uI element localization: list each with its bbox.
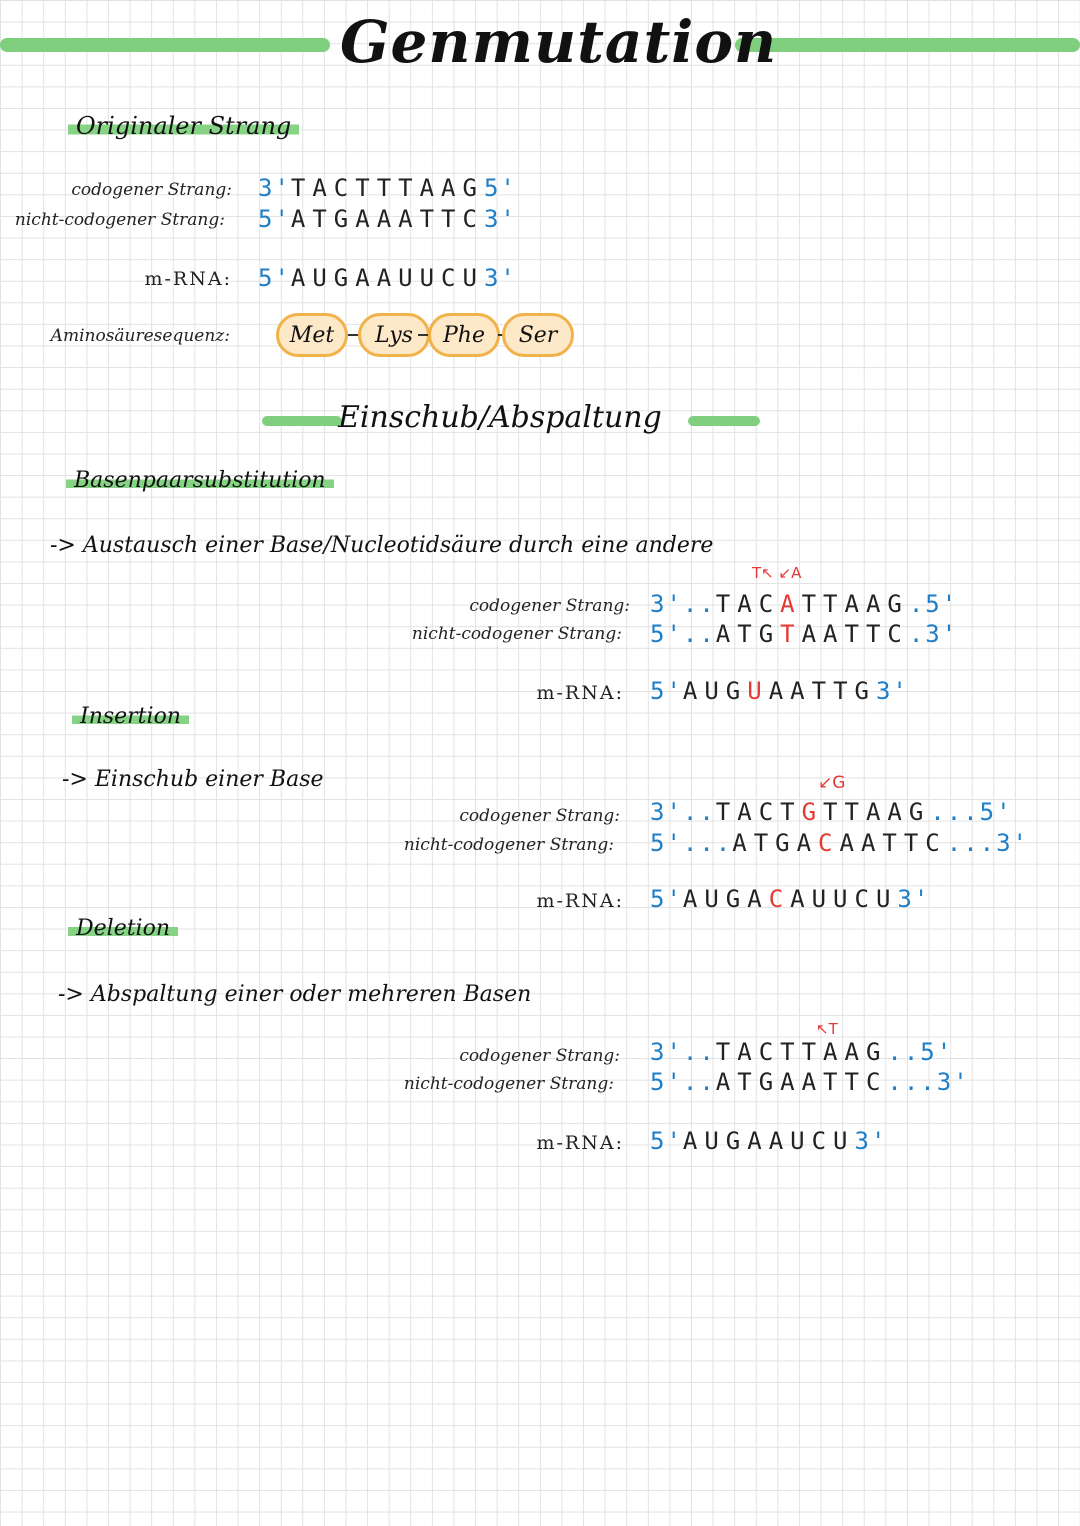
deletion-codogen-seq: 3'..TACTTAAG..5' — [650, 1038, 954, 1066]
deletion-marks: ↖T — [816, 1020, 838, 1038]
codogen-label: codogener Strang: — [459, 1046, 620, 1066]
codogen-label: codogener Strang: — [469, 596, 630, 616]
noncodogen-label: nicht-codogener Strang: — [403, 1074, 614, 1094]
amino-acid-phe: Phe — [428, 313, 500, 357]
deletion-heading: Deletion — [68, 916, 178, 941]
subheading-bar-left — [262, 416, 342, 426]
original-mrna-seq: 5'AUGAAUUCU3' — [258, 264, 517, 292]
mrna-label: m-RNA: — [536, 890, 624, 912]
mrna-label: m-RNA: — [536, 1132, 624, 1154]
noncodogen-label: nicht-codogener Strang: — [14, 210, 225, 230]
codogen-label: codogener Strang: — [71, 180, 232, 200]
deletion-description: -> Abspaltung einer oder mehreren Basen — [58, 982, 532, 1007]
title-bar-left — [0, 38, 330, 52]
noncodogen-label: nicht-codogener Strang: — [403, 835, 614, 855]
substitution-heading: Basenpaarsubstitution — [66, 468, 334, 493]
insertion-codogen-seq: 3'..TACTGTTAAG...5' — [650, 798, 1013, 826]
substitution-marks: T↖ ↙A — [752, 564, 802, 582]
substitution-codogen-seq: 3'..TACATTAAG.5' — [650, 590, 959, 618]
substitution-description: -> Austausch einer Base/Nucleotidsäure durch eine andere — [50, 533, 714, 558]
original-noncodogen-seq: 5'ATGAAATTC3' — [258, 205, 517, 233]
substitution-noncodogen-seq: 5'..ATGTAATTC.3' — [650, 620, 959, 648]
amino-acid-lys: Lys — [358, 313, 430, 357]
mrna-label: m-RNA: — [144, 268, 232, 290]
insertion-mrna-seq: 5'AUGACAUUCU3' — [650, 885, 931, 913]
page-title: Genmutation — [340, 8, 778, 76]
subheading-bar-right — [688, 416, 760, 426]
insertion-heading: Insertion — [72, 704, 189, 729]
amino-acid-met: Met — [276, 313, 348, 357]
deletion-mrna-seq: 5'AUGAAUCU3' — [650, 1127, 888, 1155]
codogen-label: codogener Strang: — [459, 806, 620, 826]
amino-label: Aminosäuresequenz: — [50, 326, 230, 346]
original-codogen-seq: 3'TACTTTAAG5' — [258, 174, 517, 202]
original-heading: Originaler Strang — [68, 112, 299, 140]
insertion-noncodogen-seq: 5'...ATGACAATTC...3' — [650, 829, 1029, 857]
substitution-mrna-seq: 5'AUGUAATTG3' — [650, 677, 909, 705]
mrna-label: m-RNA: — [536, 682, 624, 704]
noncodogen-label: nicht-codogener Strang: — [411, 624, 622, 644]
title-bar-right — [735, 38, 1080, 52]
subheading: Einschub/Abspaltung — [338, 400, 662, 435]
insertion-marks: ↙G — [818, 773, 846, 793]
amino-acid-ser: Ser — [502, 313, 574, 357]
insertion-description: -> Einschub einer Base — [62, 767, 324, 792]
deletion-noncodogen-seq: 5'..ATGAATTC...3' — [650, 1068, 970, 1096]
